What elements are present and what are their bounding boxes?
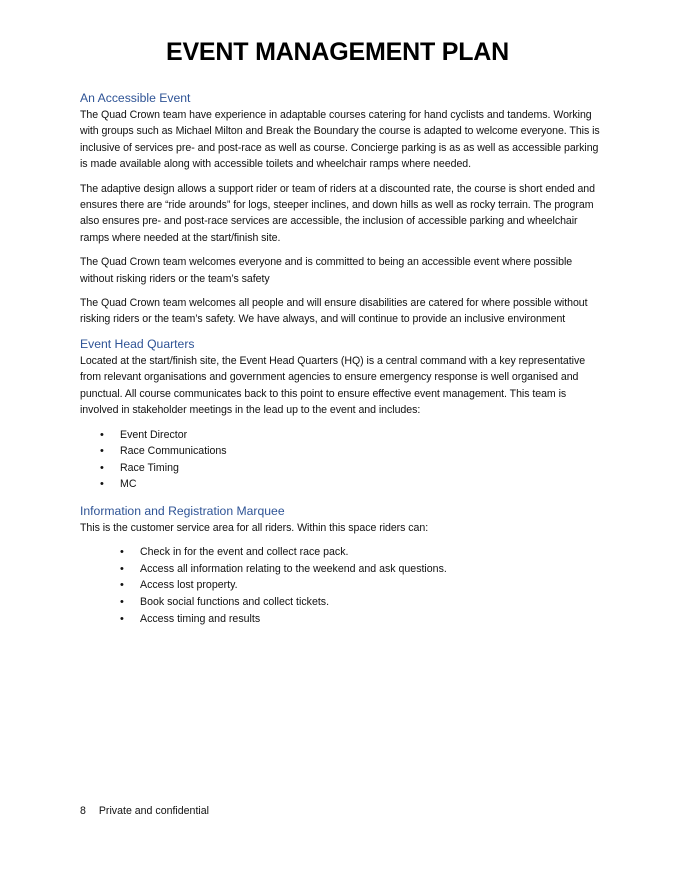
section-heading-accessible-event: An Accessible Event: [80, 91, 191, 105]
page-number: 8: [80, 805, 86, 817]
list-item: • Race Timing: [80, 460, 600, 477]
section-heading-registration-marquee: Information and Registration Marquee: [80, 503, 285, 518]
document-body: [80, 90, 600, 637]
paragraph: Located at the start/finish site, the Event Head Quarters (HQ) is a central command with a key representative from relevant organisations and government agencies to ensure emergency response is well organised and punctual. All course communicates back to this point to ensure effective event management. This team is involved in stakeholder meetings in the lead up to the event and includes:: [80, 354, 586, 417]
section-heading-event-hq: Event Head Quarters: [80, 336, 195, 351]
hq-team-list: [80, 427, 600, 493]
list-item: • Event Director: [80, 427, 600, 444]
list-item: • Access timing and results: [80, 611, 600, 628]
page-footer: [80, 803, 209, 819]
list-item: • Access lost property.: [80, 577, 600, 594]
list-item: • Race Communications: [80, 443, 600, 460]
list-item: • Check in for the event and collect race pack.: [80, 544, 600, 561]
marquee-services-list: [80, 544, 600, 627]
paragraph: The Quad Crown team welcomes all people and will ensure disabilities are catered for where possible without risking riders or the team’s safety. We have always, and will continue to provide an inclusive environment: [80, 297, 588, 326]
footer-text: Private and confidential: [98, 805, 209, 817]
list-item: • MC: [80, 476, 600, 493]
paragraph: The adaptive design allows a support rider or team of riders at a discounted rate, the course is short ended and ensures there are “ride arounds” for logs, steeper inclines, and down hills as well as rocky terrain. The program also ensures pre- and post-race services are accessible, the inclusion of accessible parking and wheelchair ramps where needed at the start/finish site.: [80, 182, 595, 244]
paragraph: The Quad Crown team welcomes everyone and is committed to being an accessible event where possible without risking riders or the team’s safety: [80, 256, 573, 285]
paragraph: This is the customer service area for all riders. Within this space riders can:: [80, 521, 429, 534]
list-item: • Book social functions and collect tickets.: [80, 594, 600, 611]
document-title: EVENT MANAGEMENT PLAN: [165, 38, 510, 66]
list-item: • Access all information relating to the weekend and ask questions.: [80, 561, 600, 578]
paragraph: The Quad Crown team have experience in adaptable courses catering for hand cyclists and tandems. Working with groups such as Michael Milton and Break the Boundary the course is adapted to welcome everyone. This is inclusive of services pre- and post-race as well as course. Concierge parking is as as well as accessible parking is made available along with accessible toilets and wheelchair ramps where needed.: [80, 109, 600, 171]
